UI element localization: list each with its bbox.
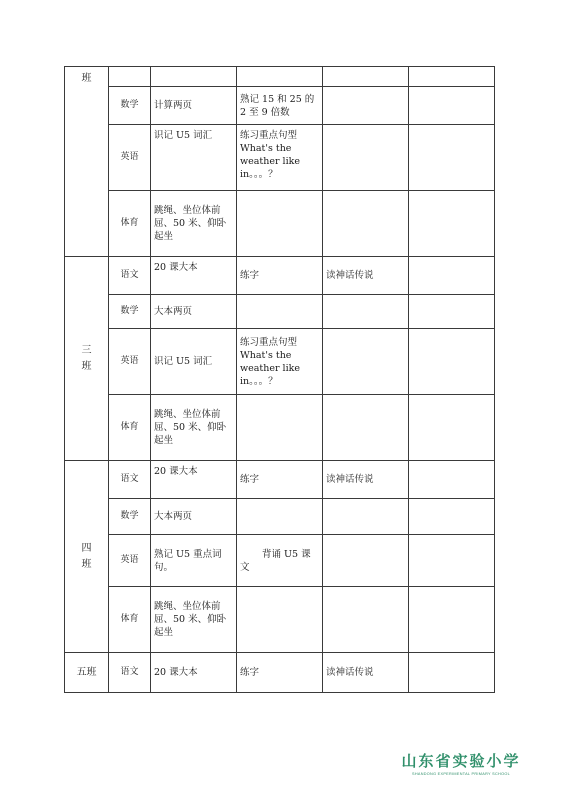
task-cell	[237, 295, 323, 329]
school-name-cn: 山东省实验小学	[401, 752, 521, 770]
subject-cell: 英语	[109, 329, 151, 395]
subject-cell: 数学	[109, 499, 151, 535]
task-cell	[323, 125, 409, 191]
table-row	[65, 87, 495, 125]
task-cell: 大本两页	[151, 499, 237, 535]
task-cell	[237, 395, 323, 461]
task-cell	[409, 461, 495, 499]
table-row	[65, 67, 495, 87]
task-cell	[323, 587, 409, 653]
subject-cell: 语文	[109, 257, 151, 295]
task-cell	[237, 191, 323, 257]
class-label: 三 班	[65, 257, 109, 461]
subject-cell	[109, 67, 151, 87]
subject-cell: 英语	[109, 125, 151, 191]
task-cell: 背诵 U5 课文	[237, 535, 323, 587]
task-cell	[151, 67, 237, 87]
table-row	[65, 191, 495, 257]
table-row	[65, 395, 495, 461]
class-label: 四 班	[65, 461, 109, 653]
task-cell	[237, 67, 323, 87]
task-cell	[409, 191, 495, 257]
task-cell	[409, 257, 495, 295]
table-row	[65, 499, 495, 535]
table-row	[65, 653, 495, 693]
homework-table	[64, 66, 495, 693]
subject-cell: 语文	[109, 461, 151, 499]
task-cell: 练字	[237, 461, 323, 499]
task-cell	[409, 295, 495, 329]
task-cell	[409, 329, 495, 395]
task-cell	[323, 499, 409, 535]
task-cell	[409, 395, 495, 461]
subject-cell: 语文	[109, 653, 151, 693]
task-cell	[237, 587, 323, 653]
task-cell: 计算两页	[151, 87, 237, 125]
task-cell: 练习重点句型 What's the weather like in。。。？	[237, 329, 323, 395]
table-row	[65, 257, 495, 295]
subject-cell: 英语	[109, 535, 151, 587]
task-cell: 练字	[237, 257, 323, 295]
table-row	[65, 295, 495, 329]
task-cell	[323, 295, 409, 329]
task-cell: 跳绳、坐位体前屈、50 米、仰卧起坐	[151, 395, 237, 461]
class-label: 班	[65, 67, 109, 257]
task-cell	[409, 499, 495, 535]
task-cell: 大本两页	[151, 295, 237, 329]
task-cell: 练习重点句型 What's the weather like in。。。？	[237, 125, 323, 191]
task-cell	[323, 329, 409, 395]
task-cell	[323, 67, 409, 87]
school-name-en: SHANDONG EXPERIMENTAL PRIMARY SCHOOL	[411, 772, 510, 776]
task-cell	[409, 653, 495, 693]
task-cell: 识记 U5 词汇	[151, 329, 237, 395]
task-cell: 20 课大本	[151, 461, 237, 499]
task-cell	[409, 67, 495, 87]
table-row	[65, 461, 495, 499]
task-cell: 20 课大本	[151, 653, 237, 693]
task-cell	[237, 499, 323, 535]
task-cell: 读神话传说	[323, 653, 409, 693]
task-cell: 20 课大本	[151, 257, 237, 295]
subject-cell: 数学	[109, 295, 151, 329]
table-row	[65, 587, 495, 653]
task-cell: 跳绳、坐位体前屈、50 米、仰卧起坐	[151, 587, 237, 653]
task-cell: 识记 U5 词汇	[151, 125, 237, 191]
subject-cell: 体育	[109, 191, 151, 257]
subject-cell: 体育	[109, 395, 151, 461]
task-cell	[409, 535, 495, 587]
table-row	[65, 329, 495, 395]
subject-cell: 体育	[109, 587, 151, 653]
school-logo	[401, 750, 521, 776]
task-cell	[323, 395, 409, 461]
task-cell: 熟记 U5 重点词句。	[151, 535, 237, 587]
task-cell	[323, 87, 409, 125]
task-cell: 练字	[237, 653, 323, 693]
task-cell	[323, 535, 409, 587]
task-cell	[409, 587, 495, 653]
task-cell: 读神话传说	[323, 257, 409, 295]
table-row	[65, 125, 495, 191]
task-cell	[409, 87, 495, 125]
task-cell	[409, 125, 495, 191]
class-label: 五班	[65, 653, 109, 693]
table-row	[65, 535, 495, 587]
task-cell: 读神话传说	[323, 461, 409, 499]
task-cell: 熟记 15 和 25 的 2 至 9 倍数	[237, 87, 323, 125]
subject-cell: 数学	[109, 87, 151, 125]
task-cell	[323, 191, 409, 257]
task-cell: 跳绳、坐位体前屈、50 米、仰卧起坐	[151, 191, 237, 257]
